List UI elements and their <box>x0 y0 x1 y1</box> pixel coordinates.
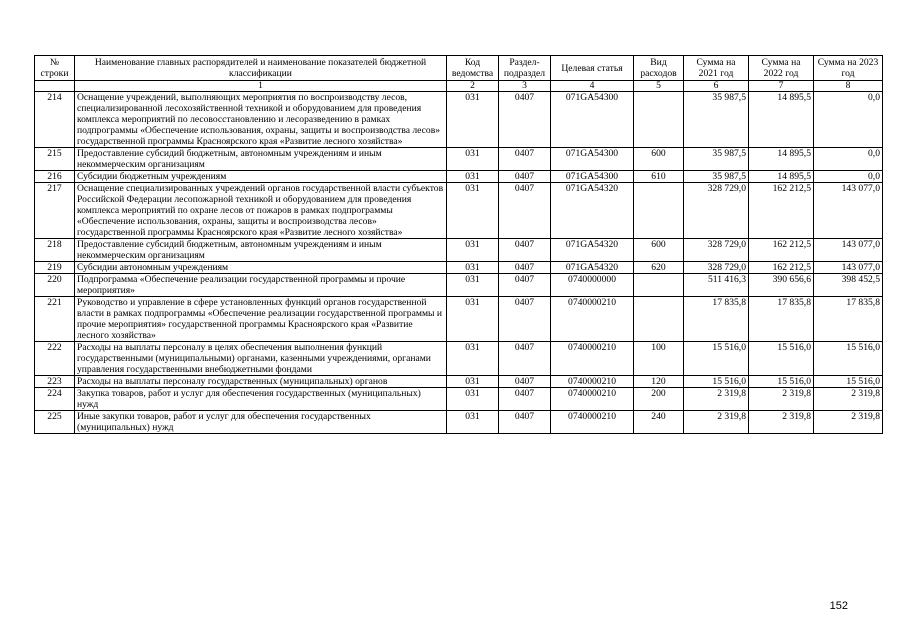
row-sum-2021: 511 416,3 <box>684 274 749 297</box>
header-sum-2021: Сумма на 2021 год <box>684 56 749 81</box>
row-sum-2021: 2 319,8 <box>684 388 749 411</box>
row-target-article: 071GA54320 <box>551 183 634 239</box>
column-number: 2 <box>447 81 499 92</box>
table-row <box>35 239 883 262</box>
row-target-article: 071GA54300 <box>551 92 634 148</box>
header-target-article: Целевая статья <box>551 56 634 81</box>
row-expense-type <box>634 92 684 148</box>
table-row <box>35 183 883 239</box>
row-expense-type: 100 <box>634 342 684 376</box>
row-name: Закупка товаров, работ и услуг для обеспечения государственных (муниципальных) нужд <box>75 388 447 411</box>
row-sum-2021: 35 987,5 <box>684 92 749 148</box>
header-sum-2023: Сумма на 2023 год <box>814 56 883 81</box>
row-sum-2021: 15 516,0 <box>684 376 749 388</box>
table-row <box>35 148 883 171</box>
row-expense-type: 600 <box>634 239 684 262</box>
column-number: 8 <box>814 81 883 92</box>
column-number: 6 <box>684 81 749 92</box>
row-sum-2022: 162 212,5 <box>749 262 814 274</box>
row-number: 220 <box>35 274 75 297</box>
row-target-article: 071GA54320 <box>551 239 634 262</box>
row-section: 0407 <box>499 388 551 411</box>
column-number: 3 <box>499 81 551 92</box>
row-expense-type: 610 <box>634 171 684 183</box>
table-row <box>35 262 883 274</box>
row-target-article: 0740000000 <box>551 274 634 297</box>
row-sum-2021: 2 319,8 <box>684 411 749 434</box>
row-department-code: 031 <box>447 376 499 388</box>
header-expense-type: Вид расходов <box>634 56 684 81</box>
row-target-article: 0740000210 <box>551 342 634 376</box>
table-header-row <box>35 56 883 81</box>
row-number: 221 <box>35 297 75 342</box>
table-row <box>35 411 883 434</box>
row-sum-2022: 390 656,6 <box>749 274 814 297</box>
row-sum-2023: 143 077,0 <box>814 239 883 262</box>
row-expense-type: 200 <box>634 388 684 411</box>
table-row <box>35 297 883 342</box>
row-section: 0407 <box>499 183 551 239</box>
row-section: 0407 <box>499 92 551 148</box>
row-number: 216 <box>35 171 75 183</box>
row-department-code: 031 <box>447 342 499 376</box>
row-sum-2022: 14 895,5 <box>749 148 814 171</box>
table-row <box>35 274 883 297</box>
row-expense-type: 620 <box>634 262 684 274</box>
row-sum-2022: 15 516,0 <box>749 376 814 388</box>
row-department-code: 031 <box>447 388 499 411</box>
row-sum-2022: 17 835,8 <box>749 297 814 342</box>
table-row <box>35 388 883 411</box>
row-department-code: 031 <box>447 297 499 342</box>
row-department-code: 031 <box>447 411 499 434</box>
row-name: Подпрограмма «Обеспечение реализации государственной программы и прочие мероприятия» <box>75 274 447 297</box>
row-target-article: 0740000210 <box>551 411 634 434</box>
row-department-code: 031 <box>447 183 499 239</box>
row-name: Расходы на выплаты персоналу в целях обеспечения выполнения функций государственными (муниципальными) органами, казенными учреждениями, органами управления государственными внебюджетными фондами <box>75 342 447 376</box>
row-section: 0407 <box>499 411 551 434</box>
header-department-code: Код ведомства <box>447 56 499 81</box>
row-department-code: 031 <box>447 92 499 148</box>
row-name: Предоставление субсидий бюджетным, автономным учреждениям и иным некоммерческим организациям <box>75 239 447 262</box>
header-name: Наименование главных распорядителей и наименование показателей бюджетной классификации <box>75 56 447 81</box>
row-name: Руководство и управление в сфере установленных функций органов государственной власти в рамках подпрограммы «Обеспечение реализации государственной программы и прочие мероприятия» государственной программы Красноярского края «Развитие лесного хозяйства» <box>75 297 447 342</box>
row-sum-2021: 328 729,0 <box>684 239 749 262</box>
row-expense-type <box>634 274 684 297</box>
row-name: Субсидии бюджетным учреждениям <box>75 171 447 183</box>
row-number: 218 <box>35 239 75 262</box>
row-section: 0407 <box>499 297 551 342</box>
row-sum-2021: 17 835,8 <box>684 297 749 342</box>
row-sum-2023: 0,0 <box>814 92 883 148</box>
row-name: Оснащение специализированных учреждений органов государственной власти субъектов Российской Федерации лесопожарной техникой и оборудованием для проведения комплекса мероприятий по охране лесов от пожаров в рамках подпрограммы «Обеспечение использования, охраны, защиты и воспроизводства лесов» государственной программы Красноярского края «Развитие лесного хозяйства» <box>75 183 447 239</box>
row-sum-2021: 328 729,0 <box>684 183 749 239</box>
row-target-article: 071GA54300 <box>551 171 634 183</box>
row-name: Субсидии автономным учреждениям <box>75 262 447 274</box>
row-sum-2022: 14 895,5 <box>749 171 814 183</box>
row-expense-type: 240 <box>634 411 684 434</box>
row-expense-type: 600 <box>634 148 684 171</box>
row-sum-2022: 162 212,5 <box>749 239 814 262</box>
row-section: 0407 <box>499 148 551 171</box>
row-section: 0407 <box>499 262 551 274</box>
header-section: Раздел-подраздел <box>499 56 551 81</box>
row-name: Расходы на выплаты персоналу государственных (муниципальных) органов <box>75 376 447 388</box>
row-section: 0407 <box>499 239 551 262</box>
row-sum-2022: 2 319,8 <box>749 388 814 411</box>
row-sum-2023: 0,0 <box>814 148 883 171</box>
row-number: 219 <box>35 262 75 274</box>
table-row <box>35 171 883 183</box>
row-sum-2023: 17 835,8 <box>814 297 883 342</box>
row-sum-2021: 15 516,0 <box>684 342 749 376</box>
budget-table <box>34 55 883 434</box>
column-number: 1 <box>75 81 447 92</box>
row-department-code: 031 <box>447 148 499 171</box>
row-sum-2022: 2 319,8 <box>749 411 814 434</box>
row-number: 223 <box>35 376 75 388</box>
header-row-number: № строки <box>35 56 75 81</box>
row-section: 0407 <box>499 274 551 297</box>
page-number: 152 <box>829 600 848 612</box>
column-number-empty <box>35 81 75 92</box>
row-section: 0407 <box>499 376 551 388</box>
row-target-article: 0740000210 <box>551 388 634 411</box>
row-sum-2022: 14 895,5 <box>749 92 814 148</box>
row-target-article: 071GA54300 <box>551 148 634 171</box>
row-sum-2023: 15 516,0 <box>814 376 883 388</box>
row-target-article: 0740000210 <box>551 297 634 342</box>
column-number-row <box>35 81 883 92</box>
column-number: 5 <box>634 81 684 92</box>
row-number: 224 <box>35 388 75 411</box>
row-expense-type <box>634 297 684 342</box>
table-body <box>35 92 883 434</box>
row-sum-2023: 398 452,5 <box>814 274 883 297</box>
row-name: Иные закупки товаров, работ и услуг для обеспечения государственных (муниципальных) нужд <box>75 411 447 434</box>
table-row <box>35 92 883 148</box>
row-number: 217 <box>35 183 75 239</box>
row-target-article: 071GA54320 <box>551 262 634 274</box>
row-department-code: 031 <box>447 274 499 297</box>
row-department-code: 031 <box>447 262 499 274</box>
table-row <box>35 376 883 388</box>
column-number: 7 <box>749 81 814 92</box>
row-sum-2023: 2 319,8 <box>814 388 883 411</box>
row-department-code: 031 <box>447 171 499 183</box>
row-section: 0407 <box>499 171 551 183</box>
row-section: 0407 <box>499 342 551 376</box>
header-sum-2022: Сумма на 2022 год <box>749 56 814 81</box>
row-number: 214 <box>35 92 75 148</box>
row-sum-2022: 15 516,0 <box>749 342 814 376</box>
row-sum-2021: 328 729,0 <box>684 262 749 274</box>
row-target-article: 0740000210 <box>551 376 634 388</box>
row-sum-2023: 2 319,8 <box>814 411 883 434</box>
row-sum-2023: 15 516,0 <box>814 342 883 376</box>
row-expense-type: 120 <box>634 376 684 388</box>
row-sum-2023: 143 077,0 <box>814 262 883 274</box>
row-name: Оснащение учреждений, выполняющих мероприятия по воспроизводству лесов, специализированной лесохозяйственной техникой и оборудованием для проведения комплекса мероприятий по лесовосстановлению и лесоразведению в рамках подпрограммы «Обеспечение использования, охраны, защиты и воспроизводства лесов» государственной программы Красноярского края «Развитие лесного хозяйства» <box>75 92 447 148</box>
row-name: Предоставление субсидий бюджетным, автономным учреждениям и иным некоммерческим организациям <box>75 148 447 171</box>
column-number: 4 <box>551 81 634 92</box>
row-sum-2021: 35 987,5 <box>684 171 749 183</box>
row-sum-2023: 0,0 <box>814 171 883 183</box>
row-expense-type <box>634 183 684 239</box>
row-department-code: 031 <box>447 239 499 262</box>
row-number: 222 <box>35 342 75 376</box>
row-number: 225 <box>35 411 75 434</box>
table-row <box>35 342 883 376</box>
row-sum-2022: 162 212,5 <box>749 183 814 239</box>
row-sum-2023: 143 077,0 <box>814 183 883 239</box>
row-sum-2021: 35 987,5 <box>684 148 749 171</box>
row-number: 215 <box>35 148 75 171</box>
